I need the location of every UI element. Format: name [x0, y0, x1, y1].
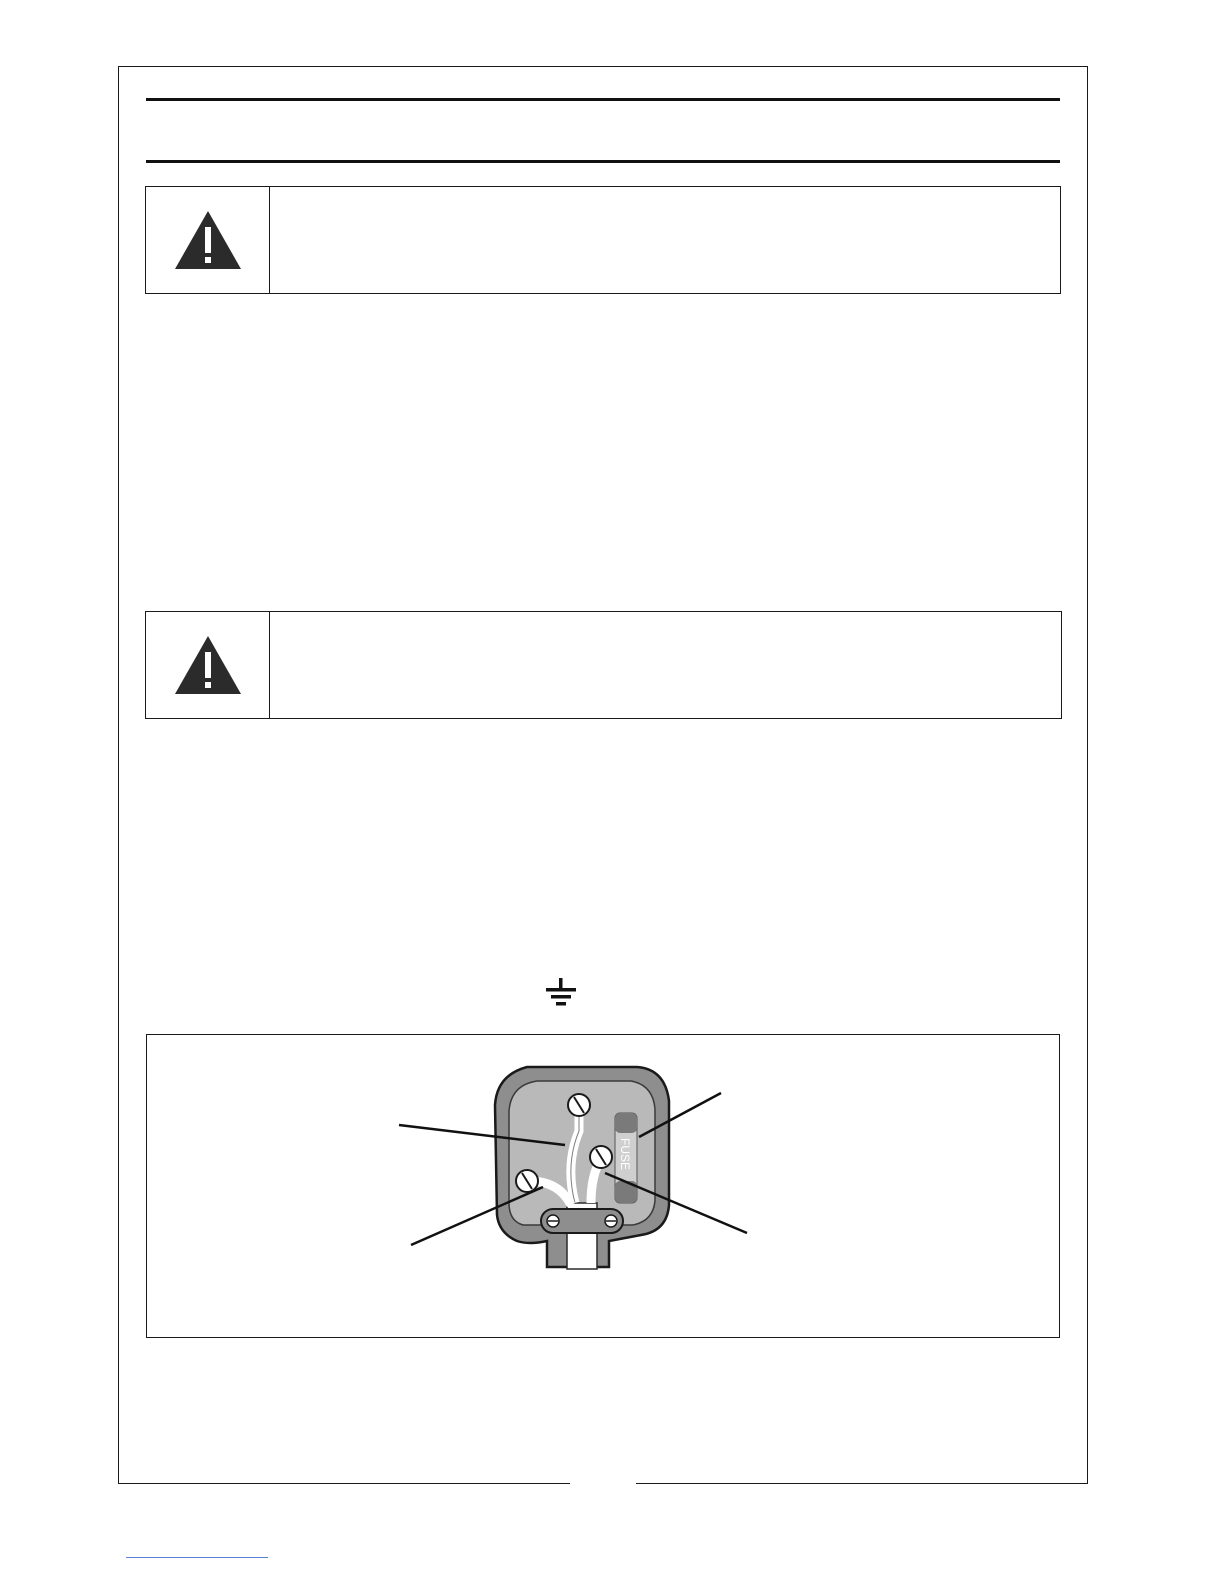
terminal-screw-earth: [568, 1094, 590, 1116]
page-number-gap: [570, 1475, 636, 1489]
warning-triangle-icon: [173, 209, 243, 271]
terminal-screw-neutral: [516, 1170, 538, 1192]
warning-icon-cell: [146, 187, 270, 293]
earth-ground-icon: [544, 976, 578, 1008]
warning-box-2: [145, 611, 1062, 719]
warning-icon-cell: [146, 612, 270, 718]
footer-link-underline[interactable]: [126, 1557, 268, 1558]
warning-box-1: [145, 186, 1061, 294]
plug-illustration: [147, 1035, 1061, 1339]
plug-wiring-diagram: [146, 1034, 1060, 1338]
fuse-label: FUSE: [618, 1138, 632, 1171]
header-rule-bottom: [146, 160, 1060, 163]
header-rule-top: [146, 98, 1060, 101]
terminal-screw-live: [590, 1146, 612, 1168]
warning-text-area: [270, 612, 1061, 718]
warning-triangle-icon: [173, 634, 243, 696]
warning-text-area: [270, 187, 1060, 293]
